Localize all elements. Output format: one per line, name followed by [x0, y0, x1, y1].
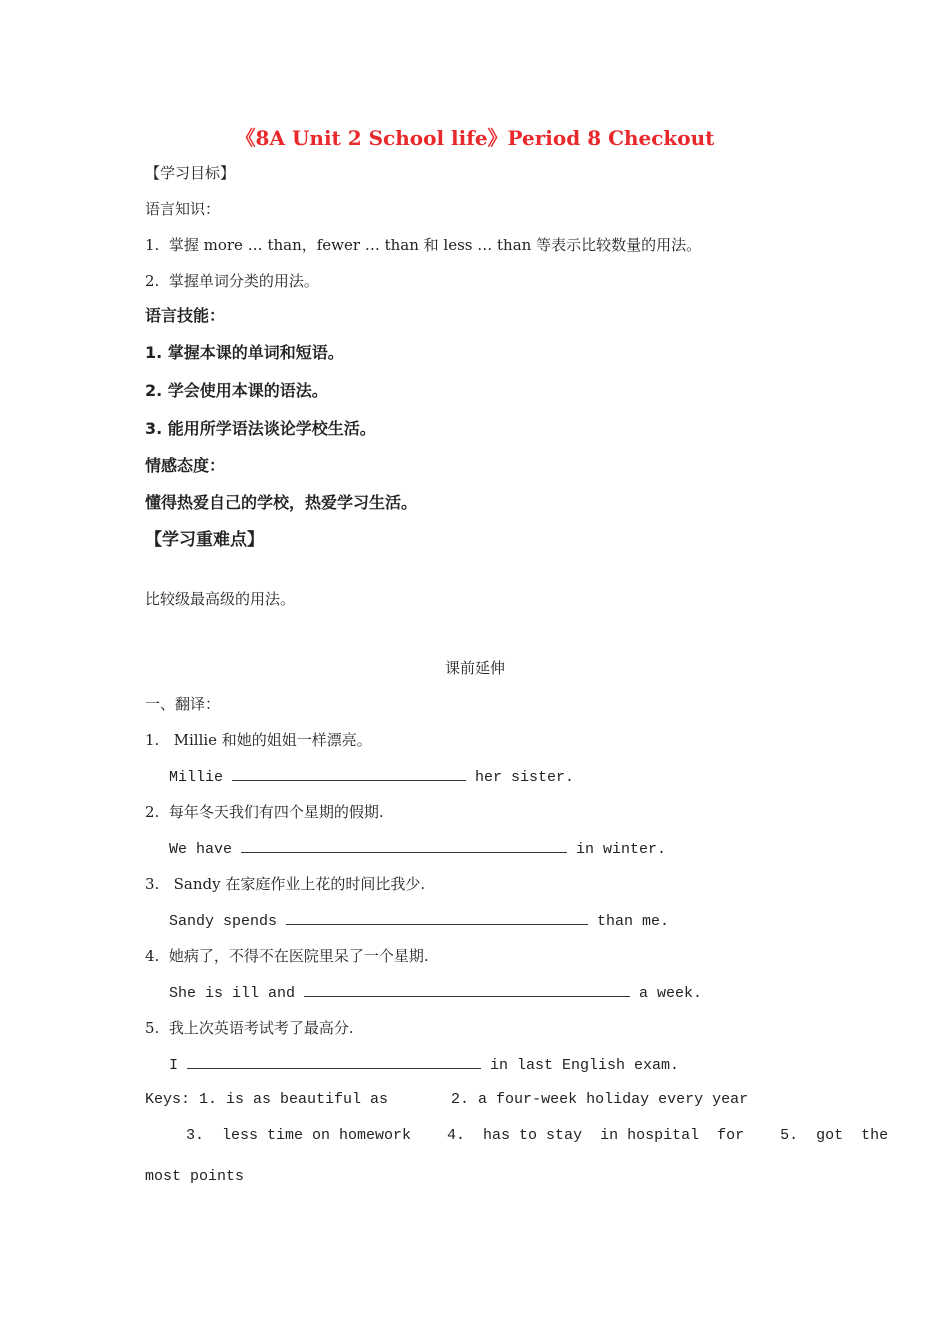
question-2-before: We have: [169, 841, 242, 858]
question-3-after: than me.: [588, 913, 670, 930]
preview-heading: 课前延伸: [444, 659, 505, 677]
section-label: 一、翻译：: [145, 695, 221, 713]
question-4-blank[interactable]: [304, 982, 630, 997]
question-3-prompt: 3. Sandy 在家庭作业上花的时间比我少.: [145, 875, 426, 893]
question-1-before: Millie: [169, 769, 233, 786]
question-5-answer-line: [169, 1054, 679, 1076]
knowledge-item-2: 2. 掌握单词分类的用法。: [145, 272, 319, 290]
knowledge-label: 语言知识：: [145, 200, 221, 218]
question-1-prompt: 1. Millie 和她的姐姐一样漂亮。: [145, 731, 372, 749]
page-title: 《8A Unit 2 School life》Period 8 Checkout: [235, 126, 715, 150]
question-2-blank[interactable]: [241, 838, 567, 853]
keys-line-3: most points: [145, 1168, 245, 1185]
question-3-blank[interactable]: [286, 910, 588, 925]
question-3-before: Sandy spends: [169, 913, 287, 930]
question-5-after: in last English exam.: [481, 1057, 680, 1074]
skills-label: 语言技能：: [145, 306, 226, 325]
question-4-prompt: 4. 她病了，不得不在医院里呆了一个星期.: [145, 947, 429, 965]
key-points-text: 比较级最高级的用法。: [145, 590, 296, 608]
skills-item-1: 1. 掌握本课的单词和短语。: [145, 343, 344, 362]
question-5-before: I: [169, 1057, 188, 1074]
question-5-prompt: 5. 我上次英语考试考了最高分.: [145, 1019, 354, 1037]
question-2-prompt: 2. 每年冬天我们有四个星期的假期.: [145, 803, 384, 821]
knowledge-item-1: 1. 掌握 more … than，fewer … than 和 less … than 等表示比较数量的用法。: [145, 236, 702, 254]
attitude-text: 懂得热爱自己的学校，热爱学习生活。: [145, 493, 418, 512]
question-2-after: in winter.: [567, 841, 667, 858]
question-4-answer-line: [169, 982, 702, 1004]
question-2-answer-line: [169, 838, 666, 860]
objectives-heading: 【学习目标】: [145, 164, 236, 182]
keys-line-1: Keys: 1. is as beautiful as 2. a four-week holiday every year: [145, 1091, 749, 1108]
question-1-answer-line: [169, 766, 574, 788]
question-3-answer-line: [169, 910, 669, 932]
question-4-before: She is ill and: [169, 985, 305, 1002]
skills-item-3: 3. 能用所学语法谈论学校生活。: [145, 419, 376, 438]
attitude-label: 情感态度：: [145, 456, 226, 475]
keys-line-2: 3. less time on homework 4. has to stay in hospital for 5. got the: [186, 1127, 889, 1144]
skills-item-2: 2. 学会使用本课的语法。: [145, 381, 328, 400]
question-1-blank[interactable]: [232, 766, 466, 781]
question-5-blank[interactable]: [187, 1054, 481, 1069]
question-4-after: a week.: [630, 985, 703, 1002]
question-1-after: her sister.: [466, 769, 575, 786]
key-points-heading: 【学习重难点】: [145, 530, 264, 550]
